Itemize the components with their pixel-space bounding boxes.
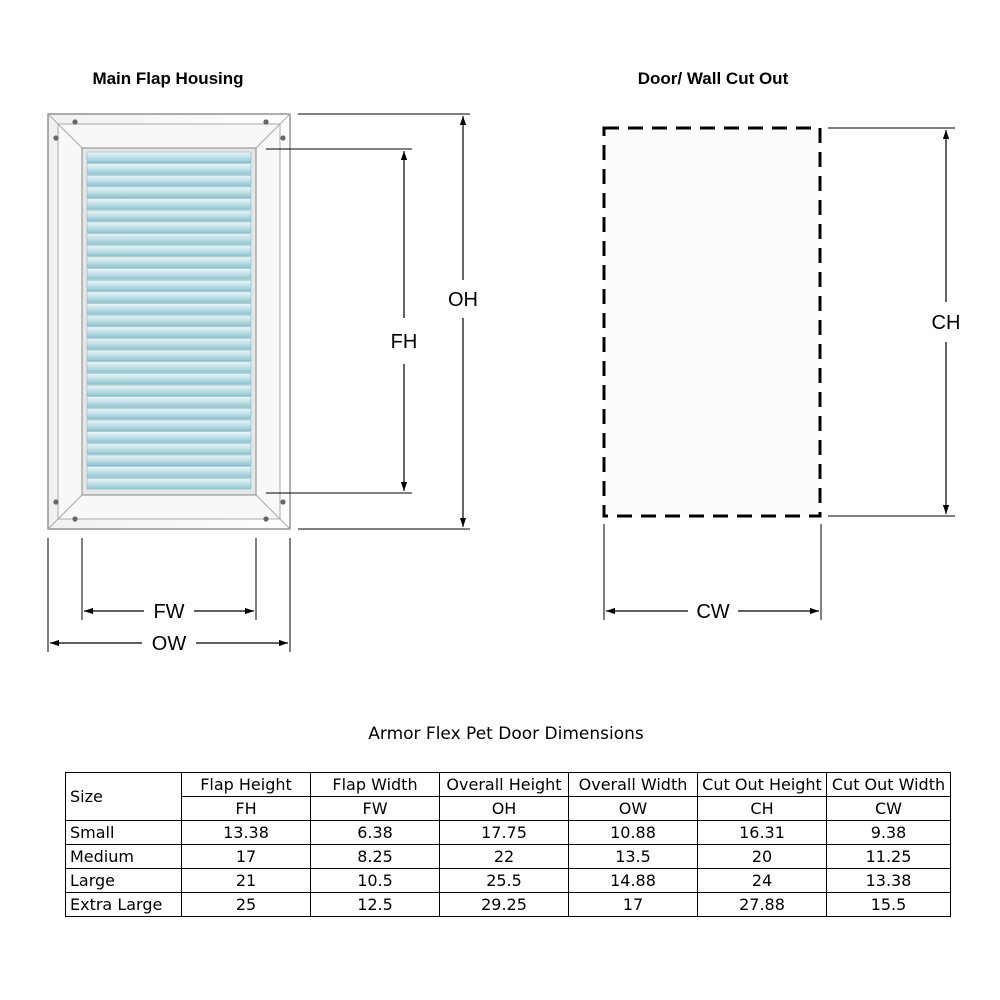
flap-slat (87, 385, 251, 396)
column-abbr: OW (569, 797, 698, 821)
table-cell: 25 (182, 893, 311, 917)
column-abbr: FH (182, 797, 311, 821)
table-cell: 21 (182, 869, 311, 893)
column-abbr: FW (311, 797, 440, 821)
cutout-outline (604, 128, 820, 516)
table-row (66, 821, 951, 845)
flap-slat (87, 292, 251, 303)
table-row (66, 869, 951, 893)
table-row (66, 845, 951, 869)
flap-slat (87, 443, 251, 454)
size-header: Size (66, 773, 182, 821)
table-abbr-row (66, 797, 951, 821)
screw-icon (263, 516, 268, 521)
column-abbr: OH (440, 797, 569, 821)
flap-slat (87, 327, 251, 338)
column-header: Overall Width (569, 773, 698, 797)
ch-label: CH (931, 312, 961, 334)
table-cell: 14.88 (569, 869, 698, 893)
table-cell: 10.5 (311, 869, 440, 893)
table-cell: 12.5 (311, 893, 440, 917)
flap-slat (87, 245, 251, 256)
flap-slat (87, 315, 251, 326)
flap-slat (87, 280, 251, 291)
table-cell: 16.31 (698, 821, 827, 845)
size-cell: Large (66, 869, 182, 893)
column-header: Cut Out Width (827, 773, 951, 797)
flap-slat (87, 304, 251, 315)
flap-slat (87, 199, 251, 210)
table-caption: Armor Flex Pet Door Dimensions (368, 724, 644, 744)
column-abbr: CW (827, 797, 951, 821)
flap-slat (87, 234, 251, 245)
flap-slat (87, 408, 251, 419)
flap-slat (87, 257, 251, 268)
screw-icon (53, 135, 58, 140)
column-header: Overall Height (440, 773, 569, 797)
fh-label: FH (390, 331, 418, 353)
flap-slat (87, 338, 251, 349)
table-cell: 22 (440, 845, 569, 869)
flap-slat (87, 164, 251, 175)
table-cell: 8.25 (311, 845, 440, 869)
screw-icon (280, 499, 285, 504)
screw-icon (280, 135, 285, 140)
flap-slat (87, 269, 251, 280)
column-header: Flap Width (311, 773, 440, 797)
flap-slat (87, 222, 251, 233)
table-cell: 29.25 (440, 893, 569, 917)
flap-slat (87, 373, 251, 384)
flap-slat (87, 397, 251, 408)
table-cell: 17.75 (440, 821, 569, 845)
flap-slat (87, 350, 251, 361)
size-cell: Extra Large (66, 893, 182, 917)
screw-icon (263, 119, 268, 124)
table-cell: 13.38 (827, 869, 951, 893)
size-cell: Medium (66, 845, 182, 869)
oh-dimension (298, 114, 478, 529)
table-cell: 17 (182, 845, 311, 869)
table-cell: 11.25 (827, 845, 951, 869)
screw-icon (72, 516, 77, 521)
cutout-title: Door/ Wall Cut Out (637, 69, 789, 88)
cw-label: CW (696, 601, 730, 623)
table-header-row (66, 773, 951, 797)
ch-dimension (828, 128, 960, 516)
table-cell: 25.5 (440, 869, 569, 893)
screw-icon (53, 499, 58, 504)
screw-icon (72, 119, 77, 124)
table-cell: 13.5 (569, 845, 698, 869)
fw-label: FW (153, 601, 185, 623)
flap-slat (87, 362, 251, 373)
dimensions-table (65, 772, 951, 917)
flap-slat (87, 455, 251, 466)
ow-label: OW (151, 633, 187, 655)
oh-label: OH (448, 289, 478, 311)
table-cell: 27.88 (698, 893, 827, 917)
cw-dimension (604, 524, 821, 623)
table-cell: 10.88 (569, 821, 698, 845)
flap-slat (87, 420, 251, 431)
flap-slat (87, 432, 251, 443)
table-cell: 15.5 (827, 893, 951, 917)
table-cell: 6.38 (311, 821, 440, 845)
column-abbr: CH (698, 797, 827, 821)
column-header: Cut Out Height (698, 773, 827, 797)
table-cell: 9.38 (827, 821, 951, 845)
table-cell: 13.38 (182, 821, 311, 845)
size-cell: Small (66, 821, 182, 845)
flap-housing-illustration (48, 114, 290, 529)
table-cell: 17 (569, 893, 698, 917)
flap-slat (87, 467, 251, 478)
table-cell: 24 (698, 869, 827, 893)
table-row (66, 893, 951, 917)
flap-slat (87, 210, 251, 221)
flap-slat (87, 175, 251, 186)
fw-dimension (82, 538, 256, 623)
flap-slat (87, 478, 251, 489)
housing-title: Main Flap Housing (92, 69, 244, 88)
table-cell: 20 (698, 845, 827, 869)
flap-slat (87, 187, 251, 198)
flap-slats (87, 152, 251, 489)
flap-slat (87, 152, 251, 163)
column-header: Flap Height (182, 773, 311, 797)
ow-dimension (48, 538, 290, 655)
